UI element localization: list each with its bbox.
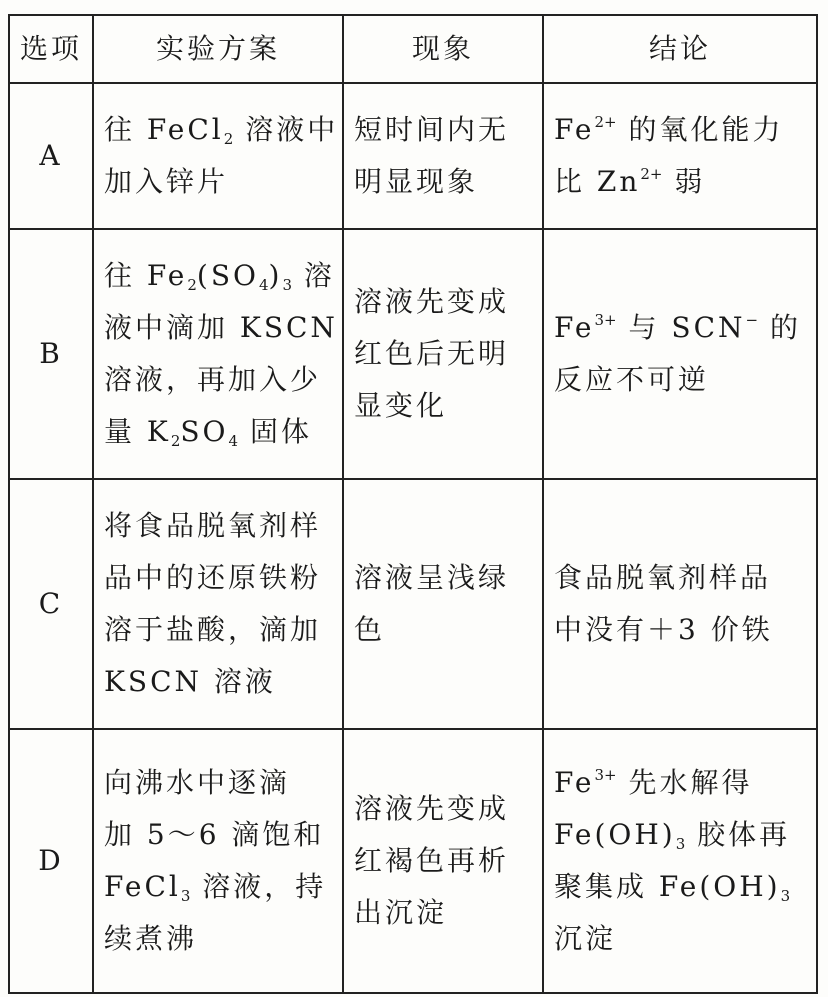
experiment-table [8,14,818,994]
conclusion-cell [543,229,817,479]
cell-line: 液中滴加 KSCN [104,311,338,344]
header-plan: 实验方案 [93,15,343,83]
cell-line: 续煮沸 [104,922,198,955]
cell-line: 溶液呈浅绿 [354,561,510,594]
cell-line: 食品脱氧剂样品 [554,561,772,594]
cell-line: 沉淀 [554,922,617,955]
option-cell: B [9,229,93,479]
phenomenon-cell [343,479,543,729]
cell-line: 往 FeCl$_2$ 溶液中 [104,113,339,148]
cell-line: 溶液先变成 [354,285,510,318]
plan-cell [93,729,343,993]
header-option: 选项 [9,15,93,83]
cell-line: 品中的还原铁粉 [104,561,322,594]
header-phenomenon: 现象 [343,15,543,83]
cell-line: 加入锌片 [104,165,229,198]
option-cell: A [9,83,93,229]
plan-cell [93,83,343,229]
header-conclusion: 结论 [543,15,817,83]
cell-line: $Fe^{3+}$ 先水解得 [554,766,753,799]
cell-line: 往 $Fe_2(SO_4)_3$ 溶 [104,259,335,294]
conclusion-cell [543,83,817,229]
table-row [9,83,817,229]
cell-line: 溶于盐酸，滴加 [104,613,322,646]
cell-line: KSCN 溶液 [104,665,276,698]
option-cell: D [9,729,93,993]
cell-line: 反应不可逆 [554,363,710,396]
phenomenon-cell [343,729,543,993]
cell-line: $Fe^{2+}$ 的氧化能力 [554,113,784,146]
cell-line: 加 5～6 滴饱和 [104,818,325,851]
phenomenon-cell [343,83,543,229]
cell-line: 中没有＋3 价铁 [554,613,773,646]
cell-line: 溶液先变成 [354,792,510,825]
cell-line: 比 $Zn^{2+}$ 弱 [554,165,706,198]
cell-line: $Fe^{3+}$ 与 SCN− 的 [554,311,801,344]
cell-line: 将食品脱氧剂样 [104,509,322,542]
table-header-row [9,15,817,83]
plan-cell [93,229,343,479]
cell-line: 色 [354,613,386,646]
cell-line: 聚集成 $Fe(OH)_3$ [554,870,791,905]
plan-cell [93,479,343,729]
cell-line: 出沉淀 [354,896,448,929]
cell-line: 明显现象 [354,165,479,198]
table-row [9,229,817,479]
conclusion-cell [543,479,817,729]
cell-line: 溶液，再加入少 [104,363,322,396]
conclusion-cell [543,729,817,993]
cell-line: 红褐色再析 [354,844,510,877]
table-row [9,479,817,729]
cell-line: FeCl$_3$ 溶液，持 [104,870,327,905]
phenomenon-cell [343,229,543,479]
cell-line: 短时间内无 [354,113,510,146]
option-cell: C [9,479,93,729]
table-row [9,729,817,993]
cell-line: 量 $K_2SO_4$ 固体 [104,415,312,450]
cell-line: 显变化 [354,389,448,422]
cell-line: 红色后无明 [354,337,510,370]
cell-line: 向沸水中逐滴 [104,766,291,799]
cell-line: $Fe(OH)_3$ 胶体再 [554,818,791,853]
